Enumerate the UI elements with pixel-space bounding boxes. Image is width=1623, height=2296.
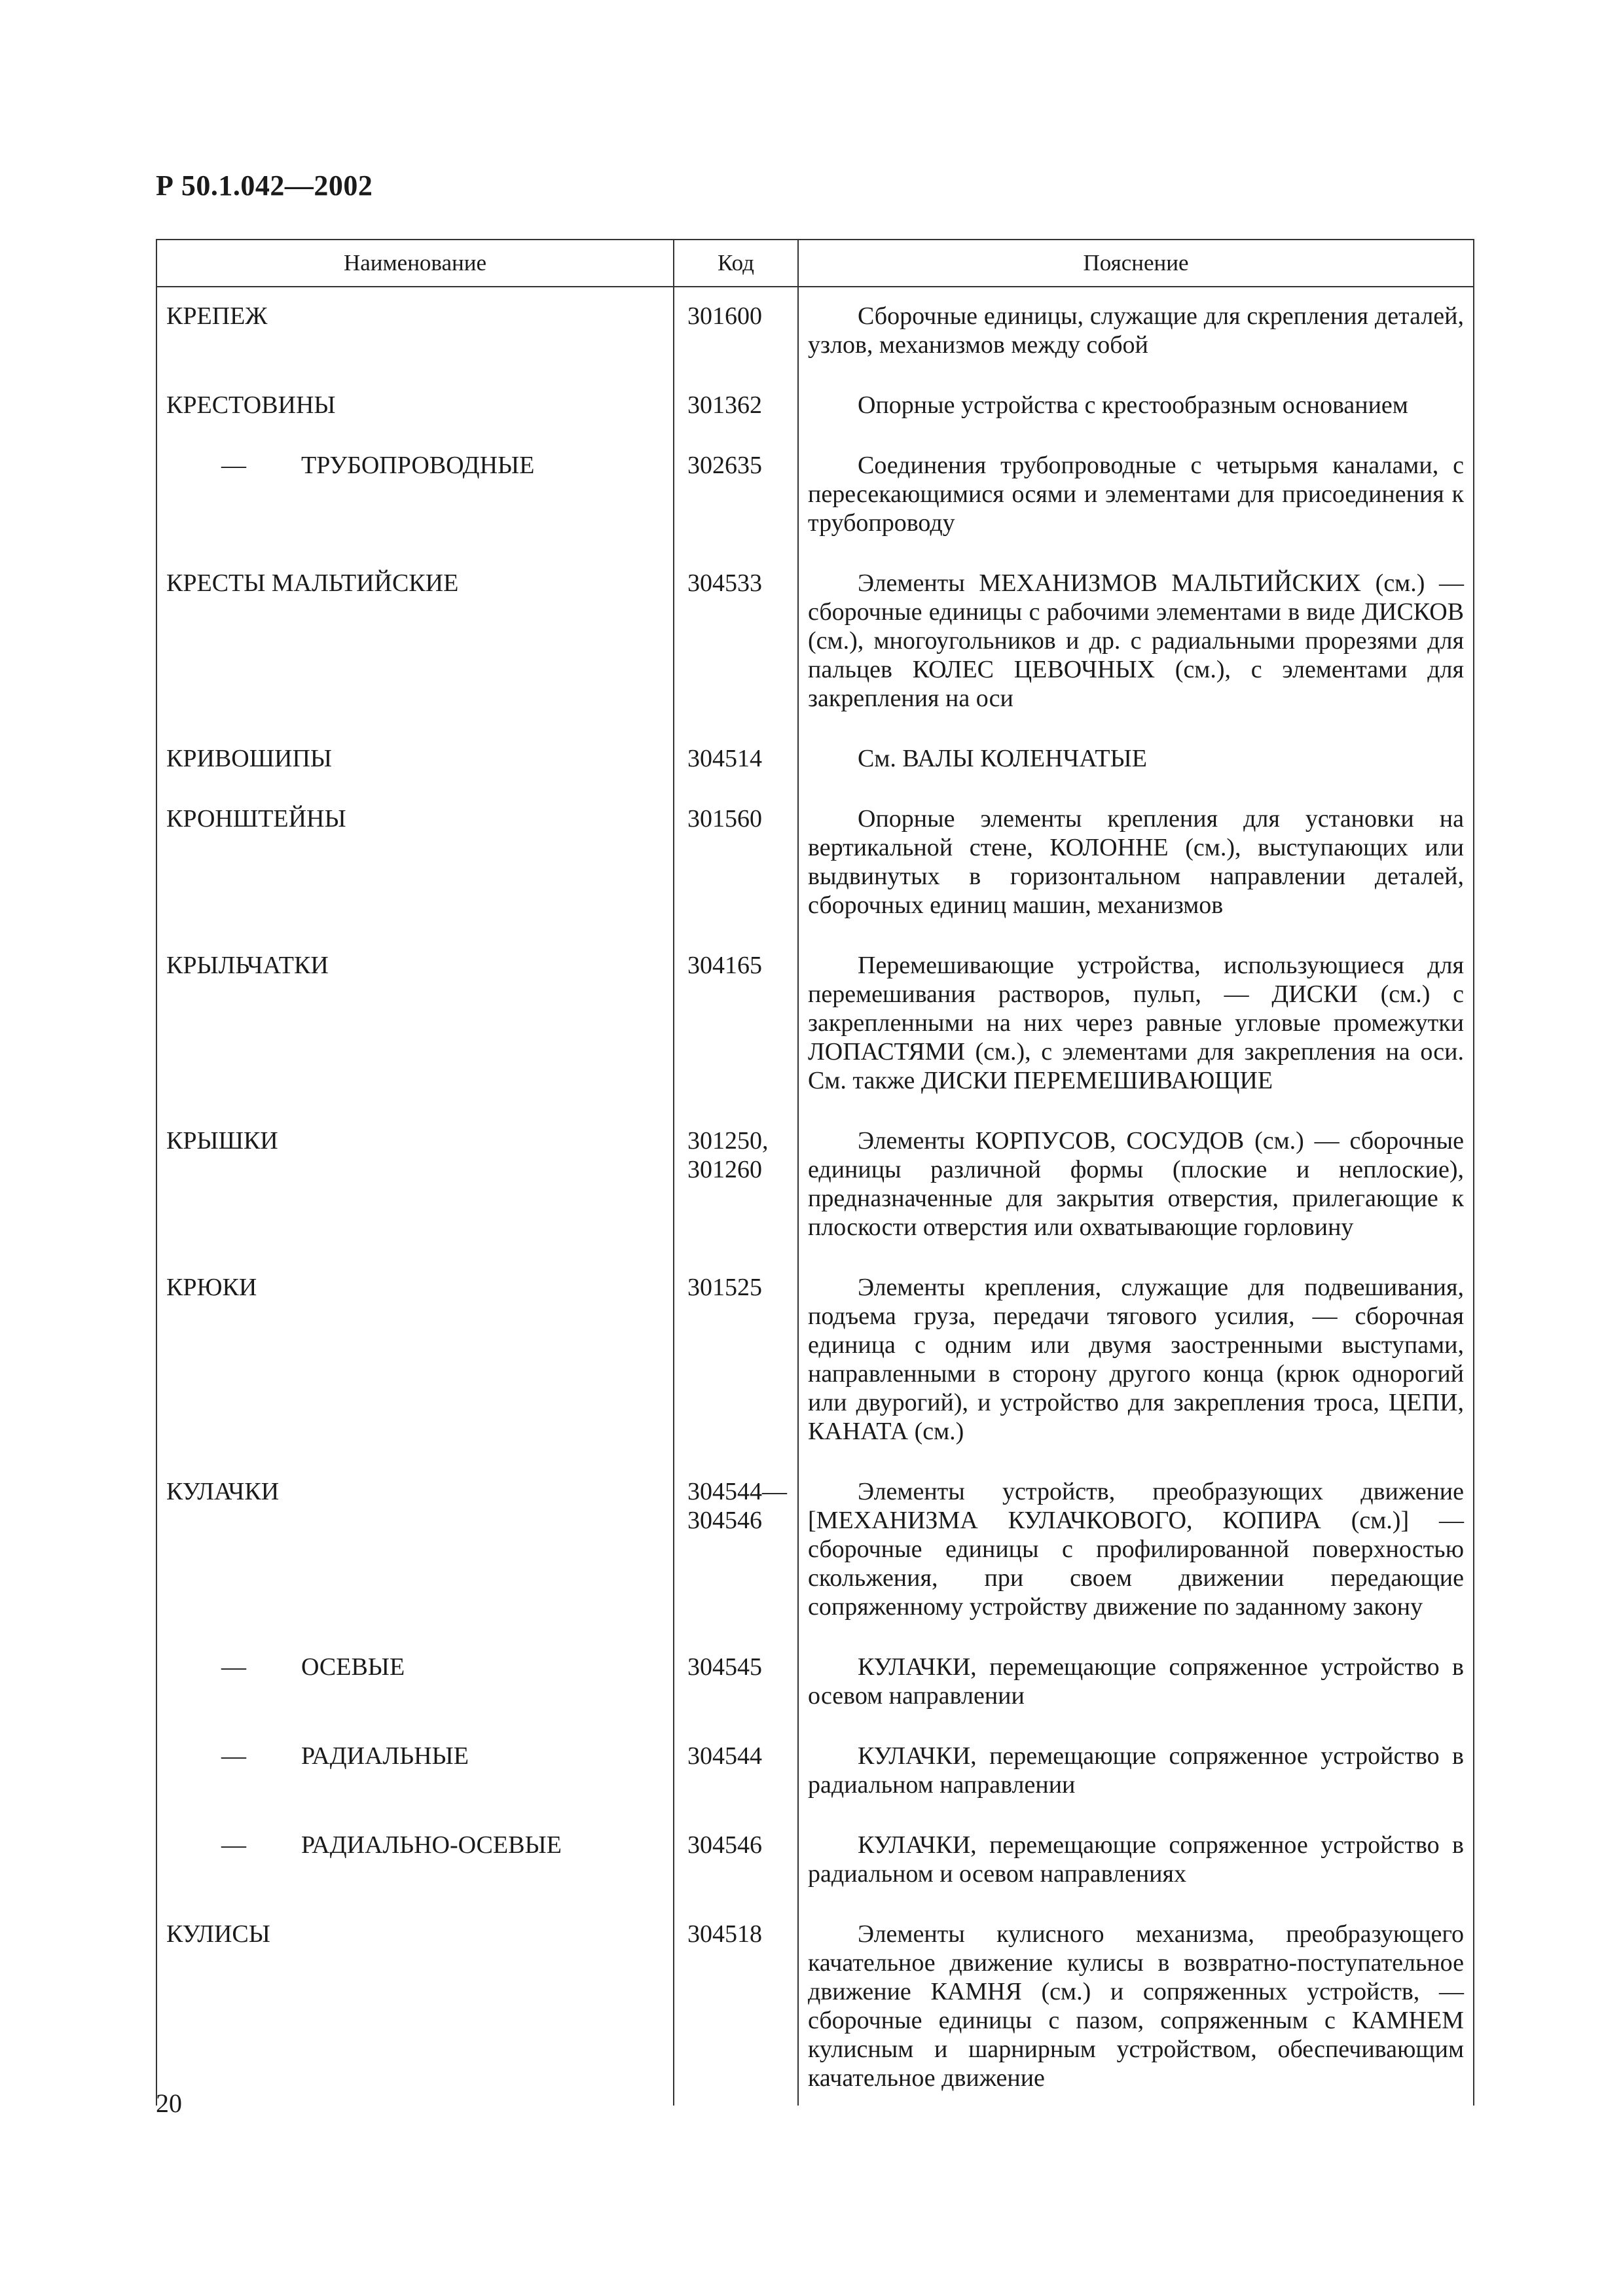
subterm-dash: — (221, 1653, 246, 1681)
column-header-code: Код (674, 240, 798, 287)
table-row (156, 1638, 1474, 1727)
term-explanation: КУЛАЧКИ, перемещающие сопряженное устройство в радиальном направлении (798, 1727, 1474, 1816)
term-code: 304518 (674, 1905, 798, 2106)
subterm-cell (156, 1816, 674, 1905)
term-code: 304533 (674, 554, 798, 730)
term-explanation: См. ВАЛЫ КОЛЕНЧАТЫЕ (798, 730, 1474, 790)
table-row (156, 554, 1474, 730)
term-explanation: Опорные элементы крепления для установки на вертикальной стене, КОЛОННЕ (см.), выступающих или выдвинутых в горизонтальном направлении деталей, сборочных единиц машин, механизмов (798, 790, 1474, 937)
term-explanation: Опорные устройства с крестообразным основанием (798, 376, 1474, 437)
term-name: КРЕПЕЖ (156, 287, 674, 376)
term-name: ТРУБОПРОВОДНЫЕ (301, 452, 535, 479)
table-row (156, 1727, 1474, 1816)
table-row (156, 1259, 1474, 1463)
term-explanation: Элементы кулисного механизма, преобразующего качательное движение кулисы в возвратно-поступательное движение КАМНЯ (см.) и сопряженных устройств, — сборочные единицы с пазом, сопряженным с КАМНЕМ кулисным и шарнирным устройством, обеспечивающим качательное движение (798, 1905, 1474, 2106)
term-explanation: Элементы устройств, преобразующих движение [МЕХАНИЗМА КУЛАЧКОВОГО, КОПИРА (см.)] — сборочные единицы с профилированной поверхностью скольжения, при своем движении передающие сопряженному устройству движение по заданному закону (798, 1463, 1474, 1638)
term-name: КРЕСТОВИНЫ (156, 376, 674, 437)
term-name: КРЫШКИ (156, 1112, 674, 1259)
table-row (156, 1905, 1474, 2106)
term-name: КРОНШТЕЙНЫ (156, 790, 674, 937)
table-row (156, 1463, 1474, 1638)
subterm-cell (156, 1638, 674, 1727)
page-number: 20 (156, 2089, 182, 2118)
term-explanation: Элементы КОРПУСОВ, СОСУДОВ (см.) — сборочные единицы различной формы (плоские и неплоские), предназначенные для закрытия отверстия, прилегающие к плоскости отверстия или охватывающие горловину (798, 1112, 1474, 1259)
term-code: 304545 (674, 1638, 798, 1727)
term-code: 301560 (674, 790, 798, 937)
term-code: 301250, 301260 (674, 1112, 798, 1259)
glossary-table (156, 239, 1473, 2106)
table-row (156, 287, 1474, 376)
term-name: КРИВОШИПЫ (156, 730, 674, 790)
term-code: 301362 (674, 376, 798, 437)
term-name: КРЮКИ (156, 1259, 674, 1463)
document-code: Р 50.1.042—2002 (156, 170, 373, 202)
column-header-name: Наименование (156, 240, 674, 287)
term-code: 301600 (674, 287, 798, 376)
term-name: РАДИАЛЬНЫЕ (301, 1742, 469, 1770)
table-row (156, 1816, 1474, 1905)
term-code: 302635 (674, 437, 798, 554)
table-row (156, 937, 1474, 1112)
term-name: КРЫЛЬЧАТКИ (156, 937, 674, 1112)
subterm-dash: — (221, 1742, 246, 1770)
term-name: КУЛАЧКИ (156, 1463, 674, 1638)
term-name: КУЛИСЫ (156, 1905, 674, 2106)
term-explanation: Сборочные единицы, служащие для скрепления деталей, узлов, механизмов между собой (798, 287, 1474, 376)
subterm-dash: — (221, 1831, 246, 1859)
term-code: 304514 (674, 730, 798, 790)
term-explanation: Элементы МЕХАНИЗМОВ МАЛЬТИЙСКИХ (см.) — сборочные единицы с рабочими элементами в виде ДИСКОВ (см.), многоугольников и др. с радиальными прорезями для пальцев КОЛЕС ЦЕВОЧНЫХ (см.), с элементами для закрепления на оси (798, 554, 1474, 730)
term-explanation: Элементы крепления, служащие для подвешивания, подъема груза, передачи тягового усилия, — сборочная единица с одним или двумя заостренными выступами, направленными в сторону другого конца (крюк однорогий или двурогий), и устройство для закрепления троса, ЦЕПИ, КАНАТА (см.) (798, 1259, 1474, 1463)
subterm-cell (156, 437, 674, 554)
subterm-dash: — (221, 452, 246, 479)
term-explanation: КУЛАЧКИ, перемещающие сопряженное устройство в осевом направлении (798, 1638, 1474, 1727)
term-code: 304546 (674, 1816, 798, 1905)
term-code: 304544 (674, 1727, 798, 1816)
subterm-cell (156, 1727, 674, 1816)
term-name: РАДИАЛЬНО-ОСЕВЫЕ (301, 1831, 562, 1859)
term-explanation: КУЛАЧКИ, перемещающие сопряженное устройство в радиальном и осевом направлениях (798, 1816, 1474, 1905)
table-header-row (156, 240, 1474, 287)
term-code: 304544— 304546 (674, 1463, 798, 1638)
table-row (156, 437, 1474, 554)
term-code: 304165 (674, 937, 798, 1112)
table-row (156, 1112, 1474, 1259)
term-explanation: Перемешивающие устройства, использующиеся для перемешивания растворов, пульп, — ДИСКИ (см.) с закрепленными на них через равные угловые промежутки ЛОПАСТЯМИ (см.), с элементами для закрепления на оси. См. также ДИСКИ ПЕРЕМЕШИВАЮЩИЕ (798, 937, 1474, 1112)
table-row (156, 790, 1474, 937)
term-code: 301525 (674, 1259, 798, 1463)
table-row (156, 376, 1474, 437)
term-name: КРЕСТЫ МАЛЬТИЙСКИЕ (156, 554, 674, 730)
table-row (156, 730, 1474, 790)
term-explanation: Соединения трубопроводные с четырьмя каналами, с пересекающимися осями и элементами для присоединения к трубопроводу (798, 437, 1474, 554)
term-name: ОСЕВЫЕ (301, 1653, 405, 1681)
column-header-explanation: Пояснение (798, 240, 1474, 287)
